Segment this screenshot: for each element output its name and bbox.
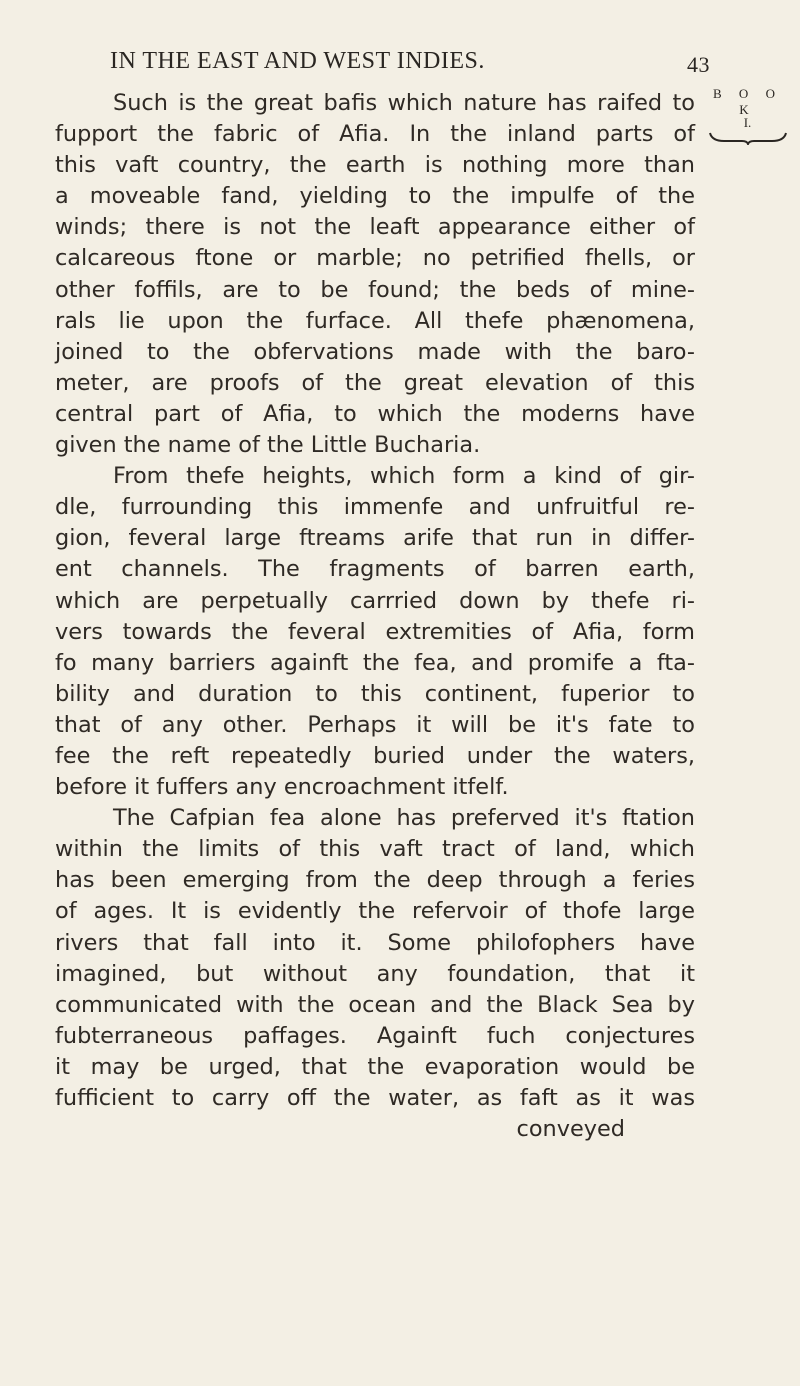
text-line: rivers that fall into it. Some philofophers have	[55, 929, 695, 956]
text-line: fubterraneous paffages. Againft fuch conjectures	[55, 1022, 695, 1049]
text-line: fupport the fabric of Afia. In the inland parts of	[55, 121, 695, 148]
text-line: dle, furrounding this immenfe and unfruitful re-	[55, 494, 695, 521]
text-line: The Cafpian fea alone has preferved it's ftation	[113, 805, 695, 832]
margin-note	[700, 86, 795, 145]
catchword: conveyed	[516, 1116, 625, 1143]
text-line: within the limits of this vaft tract of land, which	[55, 836, 695, 863]
text-line: communicated with the ocean and the Black Sea by	[55, 991, 695, 1018]
text-line: fee the reft repeatedly buried under the waters,	[55, 742, 695, 769]
text-line: rals lie upon the furface. All thefe phænomena,	[55, 307, 695, 334]
brace-icon	[708, 131, 788, 145]
book-number: I.	[743, 115, 752, 130]
text-line: gion, feveral large ftreams arife that run in differ-	[55, 525, 695, 552]
text-line: before it fuffers any encroachment itfelf.	[55, 774, 509, 801]
page-number: 43	[687, 52, 710, 77]
text-line: fufficient to carry off the water, as faft as it was	[55, 1085, 695, 1111]
running-header	[110, 48, 710, 77]
text-line: this vaft country, the earth is nothing more than	[55, 152, 695, 179]
text-line: other foffils, are to be found; the beds of mine-	[55, 276, 695, 303]
text-line: bility and duration to this continent, fuperior to	[55, 680, 695, 707]
paragraph-2	[55, 461, 695, 803]
running-title: IN THE EAST AND WEST INDIES.	[110, 48, 485, 74]
text-line: has been emerging from the deep through a feries	[55, 867, 695, 894]
text-line: fo many barriers againft the fea, and promife a fta-	[55, 649, 695, 676]
text-line: of ages. It is evidently the refervoir of thofe large	[55, 898, 695, 925]
text-line: a moveable fand, yielding to the impulfe of the	[55, 183, 695, 210]
text-line: From thefe heights, which form a kind of gir-	[113, 463, 695, 490]
text-line: Such is the great bafis which nature has raifed to	[113, 90, 695, 116]
text-line: winds; there is not the leaft appearance either of	[55, 214, 695, 241]
book-label: B O O K	[713, 86, 782, 117]
text-line: ent channels. The fragments of barren earth,	[55, 556, 695, 583]
text-line: meter, are proofs of the great elevation of this	[55, 369, 695, 396]
text-line: given the name of the Little Bucharia.	[55, 432, 481, 459]
text-line: central part of Afia, to which the moderns have	[55, 400, 695, 427]
text-line: vers towards the feveral extremities of Afia, form	[55, 618, 695, 645]
body-text	[55, 88, 695, 1145]
text-line: joined to the obfervations made with the baro-	[55, 338, 695, 365]
text-line: that of any other. Perhaps it will be it's fate to	[55, 711, 695, 738]
text-line: it may be urged, that the evaporation would be	[55, 1053, 695, 1080]
paragraph-1	[55, 88, 695, 461]
text-line: which are perpetually carrried down by thefe ri-	[55, 587, 695, 614]
text-line: imagined, but without any foundation, that it	[55, 960, 695, 987]
text-line: calcareous ftone or marble; no petrified fhells, or	[55, 245, 695, 272]
paragraph-3	[55, 803, 695, 1114]
